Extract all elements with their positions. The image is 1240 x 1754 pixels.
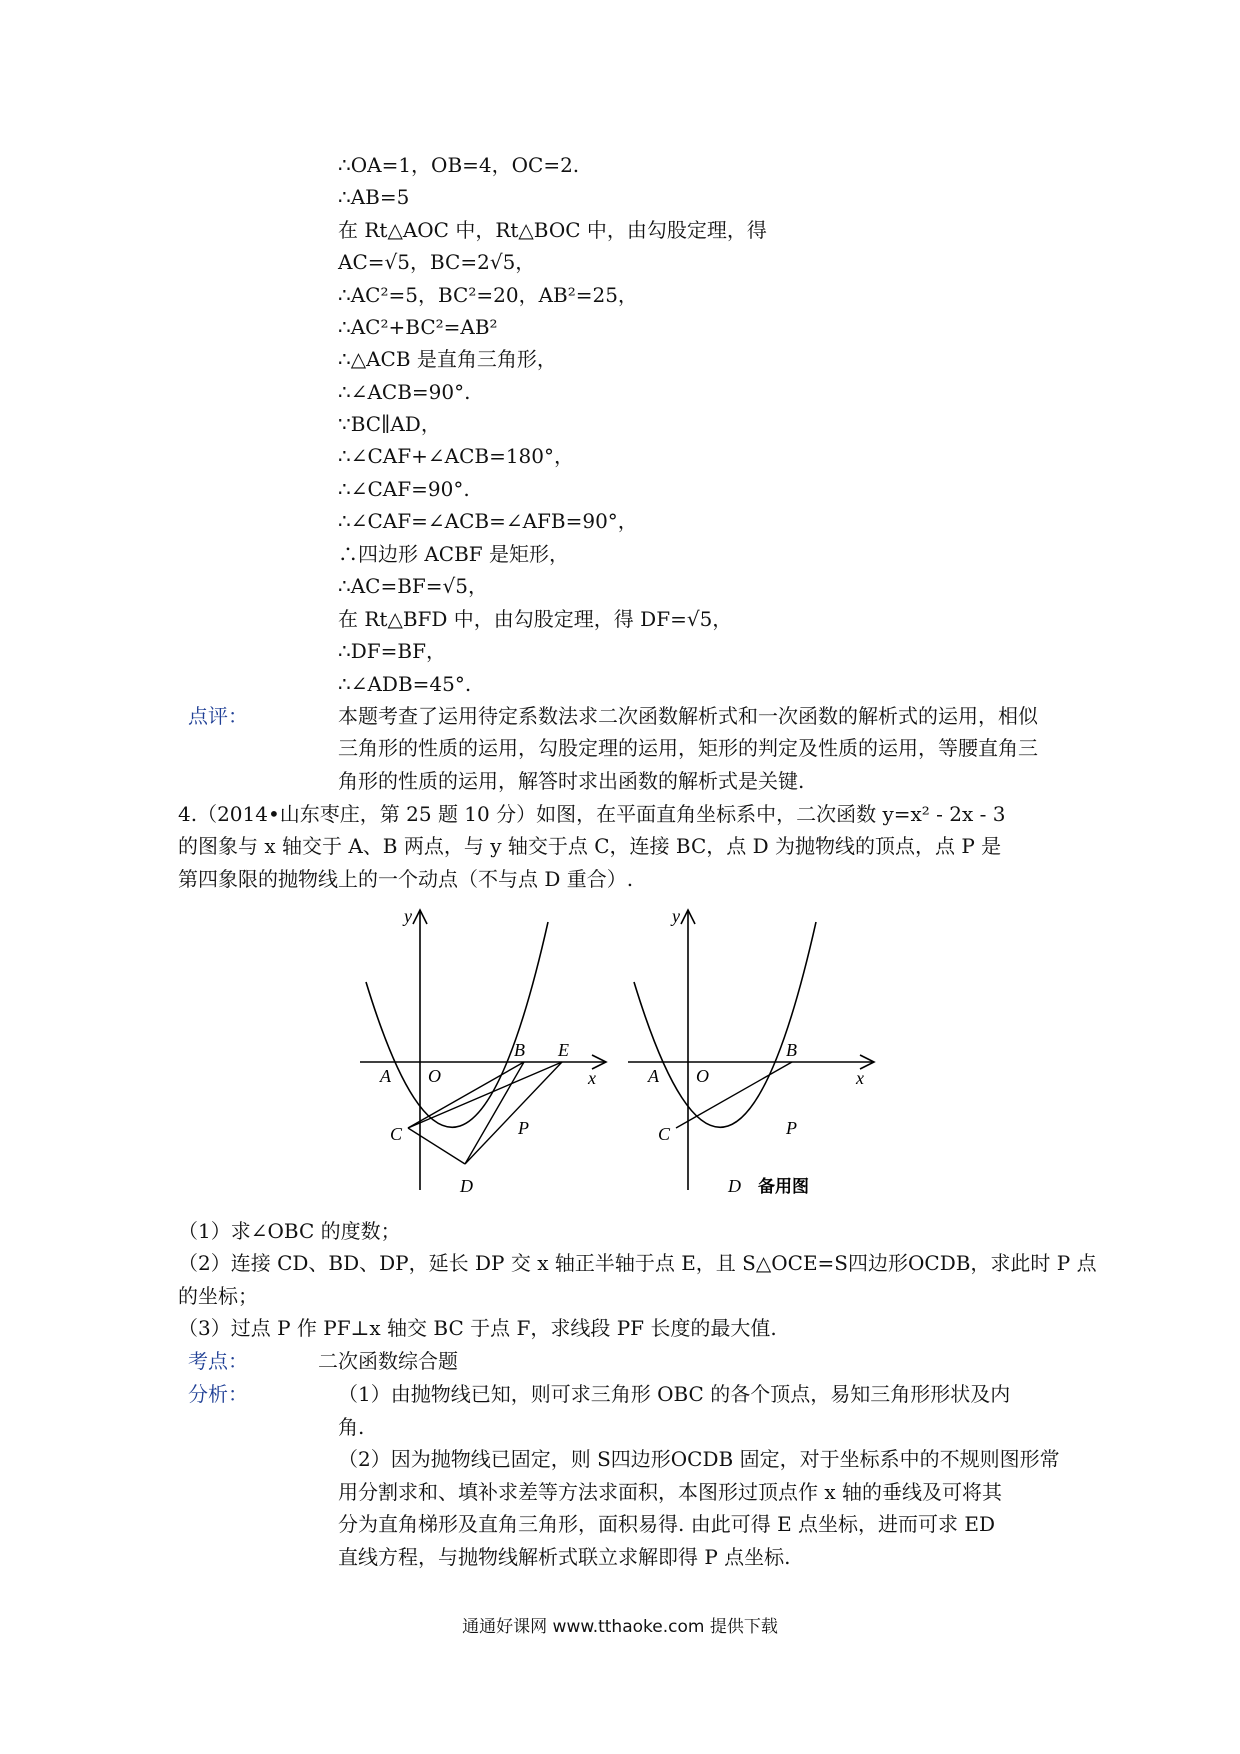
solution-line: 在 Rt△BFD 中，由勾股定理，得 DF=√5， — [338, 607, 733, 631]
label-x: x — [856, 1068, 864, 1088]
solution-line: ∴AB=5 — [338, 185, 410, 209]
problem-line: 的图象与 x 轴交于 A、B 两点，与 y 轴交于点 C，连接 BC，点 D 为抛物线的顶点，点 P 是 — [178, 834, 1002, 858]
parabola-curve — [366, 922, 548, 1127]
label-o: O — [428, 1066, 441, 1086]
fenxi-line: 角. — [338, 1415, 365, 1439]
kaodian-label: 考点： — [188, 1349, 248, 1373]
parabola-figure-backup — [618, 900, 878, 1200]
segment-de — [465, 1062, 562, 1164]
label-y: y — [404, 906, 412, 926]
comment-line: 三角形的性质的运用，勾股定理的运用，矩形的判定及性质的运用，等腰直角三 — [338, 736, 1038, 760]
label-a: A — [648, 1066, 659, 1086]
solution-line: ∴△ACB 是直角三角形， — [338, 347, 557, 371]
label-b: B — [786, 1040, 797, 1060]
label-p: P — [786, 1118, 797, 1138]
solution-line: ∴DF=BF， — [338, 639, 446, 663]
solution-line: ∴∠CAF=∠ACB=∠AFB=90°， — [338, 509, 638, 533]
segment-cb — [676, 1062, 792, 1128]
problem-line: 4.（2014•山东枣庄，第 25 题 10 分）如图，在平面直角坐标系中，二次函数 y=x² - 2x - 3 — [178, 802, 1006, 826]
label-d: D — [460, 1176, 473, 1196]
fenxi-line: 分为直角梯形及直角三角形，面积易得. 由此可得 E 点坐标，进而可求 ED — [338, 1512, 996, 1536]
page-footer: 通通好课网 www.tthaoke.com 提供下载 — [462, 1617, 778, 1637]
solution-line: ∴OA=1，OB=4，OC=2. — [338, 153, 580, 177]
question-line: （3）过点 P 作 PF⊥x 轴交 BC 于点 F，求线段 PF 长度的最大值. — [178, 1316, 777, 1340]
fenxi-line: （2）因为抛物线已固定，则 S四边形OCDB 固定，对于坐标系中的不规则图形常 — [338, 1447, 1060, 1471]
solution-line: ∵BC∥AD， — [338, 412, 441, 436]
segment-cd — [408, 1128, 465, 1164]
solution-line: ∴AC²+BC²=AB² — [338, 315, 498, 339]
parabola-figure-main — [350, 900, 610, 1200]
comment-label: 点评： — [188, 704, 248, 728]
question-line: 的坐标； — [178, 1284, 258, 1308]
question-line: （2）连接 CD、BD、DP，延长 DP 交 x 轴正半轴于点 E，且 S△OCE=S四边形OCDB，求此时 P 点 — [178, 1251, 1097, 1275]
fenxi-line: 用分割求和、填补求差等方法求面积，本图形过顶点作 x 轴的垂线及可将其 — [338, 1480, 1002, 1504]
comment-line: 本题考查了运用待定系数法求二次函数解析式和一次函数的解析式的运用，相似 — [338, 704, 1038, 728]
label-a: A — [380, 1066, 391, 1086]
solution-line: ∴AC²=5，BC²=20，AB²=25， — [338, 283, 638, 307]
label-d: D — [728, 1176, 741, 1196]
label-e: E — [558, 1040, 569, 1060]
label-x: x — [588, 1068, 596, 1088]
solution-line: ∴∠ACB=90°. — [338, 380, 471, 404]
label-p: P — [518, 1118, 529, 1138]
label-c: C — [658, 1124, 671, 1144]
fenxi-line: 直线方程，与抛物线解析式联立求解即得 P 点坐标. — [338, 1545, 791, 1569]
segment-cb — [408, 1062, 524, 1128]
parabola-curve — [634, 922, 816, 1127]
kaodian-text: 二次函数综合题 — [318, 1349, 458, 1373]
fenxi-label: 分析： — [188, 1382, 248, 1406]
segment-db — [465, 1062, 524, 1164]
solution-line: ∴∠CAF+∠ACB=180°， — [338, 444, 574, 468]
fenxi-line: （1）由抛物线已知，则可求三角形 OBC 的各个顶点，易知三角形形状及内 — [338, 1382, 1011, 1406]
question-line: （1）求∠OBC 的度数； — [178, 1219, 401, 1243]
backup-caption: 备用图 — [758, 1177, 809, 1197]
solution-line: AC=√5，BC=2√5， — [338, 250, 536, 274]
label-y: y — [672, 906, 680, 926]
solution-line: 在 Rt△AOC 中，Rt△BOC 中，由勾股定理，得 — [338, 218, 767, 242]
solution-line: ∴∠ADB=45°. — [338, 672, 472, 696]
solution-line: ∴四边形 ACBF 是矩形， — [338, 542, 570, 566]
problem-line: 第四象限的抛物线上的一个动点（不与点 D 重合）. — [178, 867, 634, 891]
comment-line: 角形的性质的运用，解答时求出函数的解析式是关键. — [338, 769, 805, 793]
solution-line: ∴AC=BF=√5， — [338, 574, 489, 598]
label-o: O — [696, 1066, 709, 1086]
label-c: C — [390, 1124, 403, 1144]
solution-line: ∴∠CAF=90°. — [338, 477, 470, 501]
label-b: B — [514, 1040, 525, 1060]
